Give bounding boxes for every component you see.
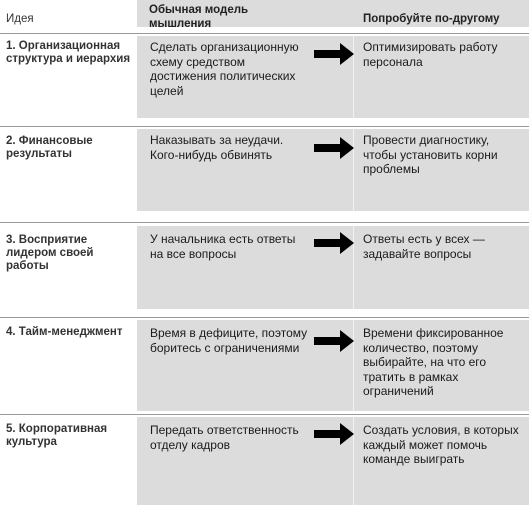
try-differently-text: Времени фиксированное количество, поэтому выбирайте, на что его тратить в рамках ограничений	[363, 326, 504, 398]
usual-model-text: Время в дефиците, поэтому боритесь с ограничениями	[150, 326, 308, 355]
try-differently-text: Ответы есть у всех — задавайте вопросы	[363, 232, 485, 261]
row-divider	[0, 317, 529, 318]
header-try-differently: Попробуйте по-другому	[363, 13, 500, 25]
row-label: 5. Корпоративная культура	[6, 423, 108, 448]
table-row	[0, 226, 529, 309]
usual-model-text: У начальника есть ответы на все вопросы	[150, 232, 296, 261]
row-label: 1. Организационная структура и иерархия	[6, 40, 131, 65]
usual-model-text: Наказывать за неудачи. Кого-нибудь обвинять	[150, 133, 284, 162]
try-differently-text: Провести диагностику, чтобы установить корни проблемы	[363, 133, 498, 176]
table-row	[0, 36, 529, 118]
row-divider	[0, 126, 529, 127]
table-row	[0, 417, 529, 505]
usual-model-text: Сделать организационную схему средством достижения политических целей	[150, 40, 299, 98]
row-label: 4. Тайм-менеджмент	[6, 326, 123, 338]
row-label: 2. Финансовые результаты	[6, 135, 93, 160]
right-arrow-icon	[314, 43, 354, 65]
header-usual-model: Обычная модель мышления	[149, 4, 249, 30]
right-arrow-icon	[314, 137, 354, 159]
right-arrow-icon	[314, 330, 354, 352]
row-divider	[0, 222, 529, 223]
row-label: 3. Восприятие лидером своей работы	[6, 234, 94, 272]
row-divider	[0, 414, 529, 415]
table-row	[0, 129, 529, 211]
right-arrow-icon	[314, 232, 354, 254]
try-differently-text: Оптимизировать работу персонала	[363, 40, 498, 69]
table-row	[0, 320, 529, 411]
usual-model-text: Передать ответственность отделу кадров	[150, 423, 299, 452]
header-idea: Идея	[6, 13, 34, 25]
header-divider	[0, 33, 529, 34]
right-arrow-icon	[314, 423, 354, 445]
try-differently-text: Создать условия, в которых каждый может помочь команде выиграть	[363, 423, 519, 466]
